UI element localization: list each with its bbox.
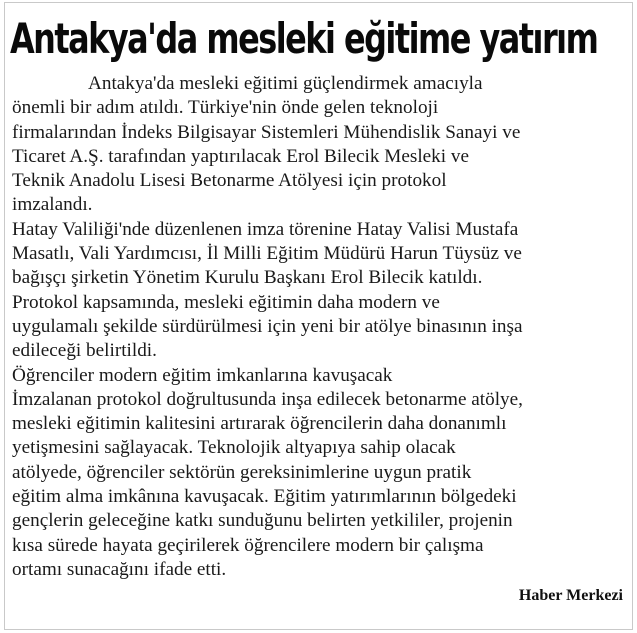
article-line: önemli bir adım atıldı. Türkiye'nin önde gelen teknoloji (12, 97, 439, 119)
article-line: mesleki eğitimin kalitesini artırarak öğrencilerin daha donanımlı (12, 413, 507, 435)
article-line: Ticaret A.Ş. tarafından yaptırılacak Erol Bilecik Mesleki ve (12, 145, 469, 167)
article-line: firmalarından İndeks Bilgisayar Sistemleri Mühendislik Sanayi ve (12, 121, 521, 143)
article-line: ortamı sunacağını ifade etti. (12, 558, 227, 580)
article-line: yetişmesini sağlayacak. Teknolojik altyapıya sahip olacak (12, 437, 456, 459)
article-line: İmzalanan protokol doğrultusunda inşa edilecek betonarme atölye, (12, 388, 523, 410)
article-line: Masatlı, Vali Yardımcısı, İl Milli Eğitim Müdürü Harun Tüysüz ve (12, 243, 522, 265)
article-line: Antakya'da mesleki eğitimi güçlendirmek amacıyla (88, 73, 483, 94)
article-body (12, 72, 624, 582)
article-line: edileceği belirtildi. (12, 340, 157, 362)
article-line: Teknik Anadolu Lisesi Betonarme Atölyesi için protokol (12, 170, 447, 192)
article-line: bağışçı şirketin Yönetim Kurulu Başkanı Erol Bilecik katıldı. (12, 267, 483, 289)
byline: Haber Merkezi (518, 587, 623, 604)
article-line: Hatay Valiliği'nde düzenlenen imza törenine Hatay Valisi Mustafa (12, 218, 519, 240)
headline: Antakya'da mesleki eğitime yatırım (10, 14, 598, 63)
subheading: Öğrenciler modern eğitim imkanlarına kavuşacak (12, 364, 393, 386)
article-line: gençlerin geleceğine katkı sunduğunu belirten yetkililer, projenin (12, 510, 513, 532)
article-line: Protokol kapsamında, mesleki eğitimin daha modern ve (12, 291, 440, 313)
article-line: atölyede, öğrenciler sektörün gereksinimlerine uygun pratik (12, 461, 472, 483)
article-line: kısa sürede hayata geçirilerek öğrencilere modern bir çalışma (12, 534, 484, 556)
article-line: imzalandı. (12, 194, 93, 216)
article-line: eğitim alma imkânına kavuşacak. Eğitim yatırımlarının bölgedeki (12, 486, 517, 508)
article-line: uygulamalı şekilde sürdürülmesi için yeni bir atölye binasının inşa (12, 315, 523, 337)
